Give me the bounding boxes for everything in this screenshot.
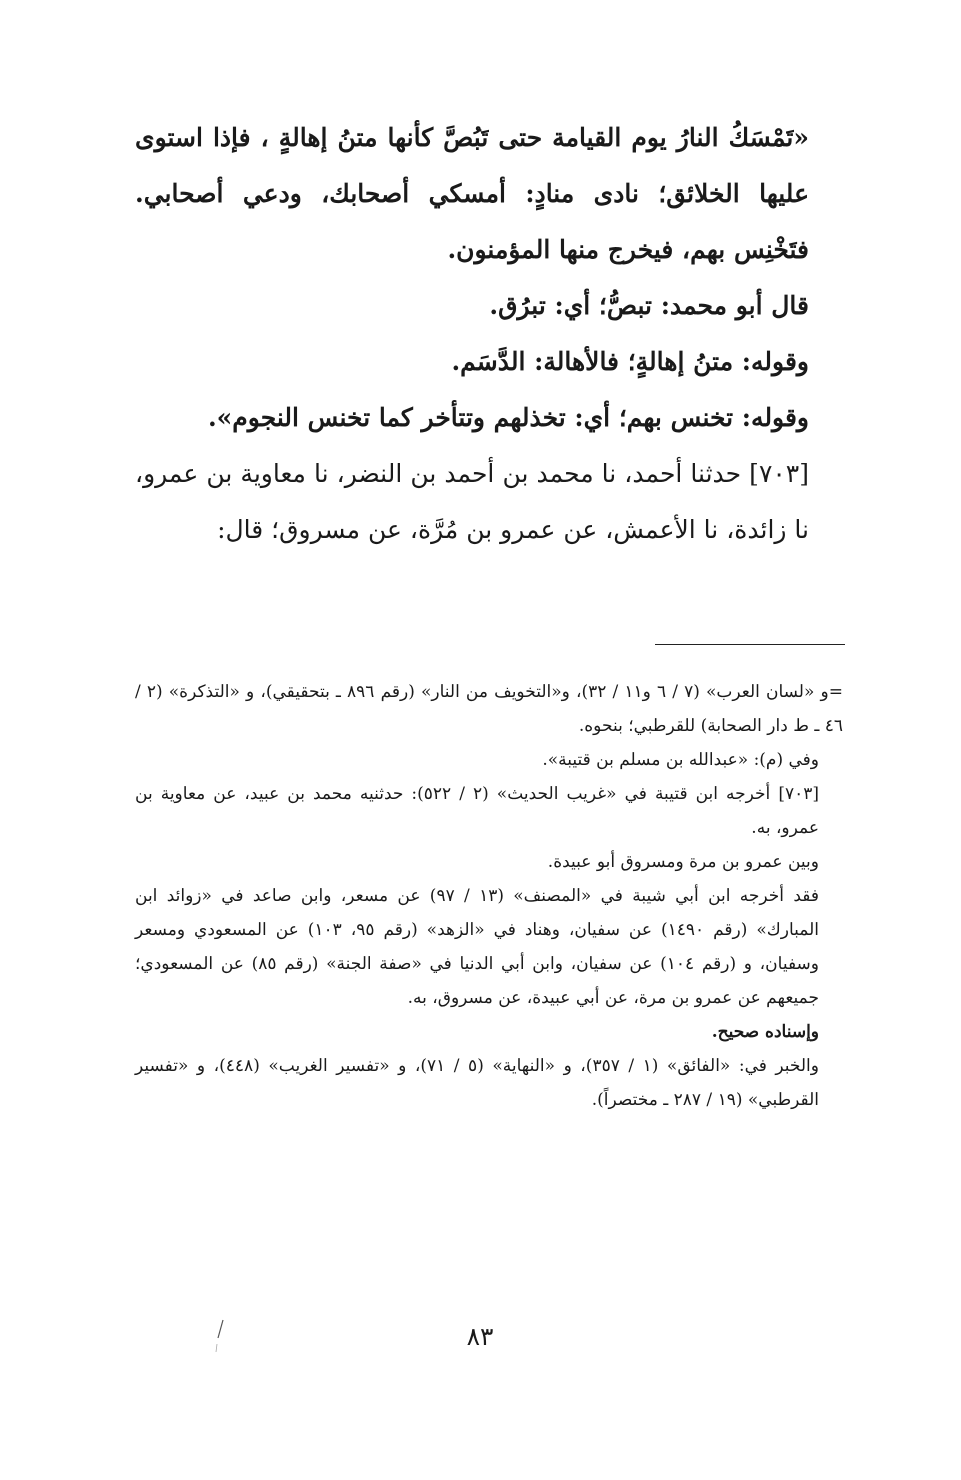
hadith-text-paragraph: «تَمْسَكُ النارُ يوم القيامة حتى تَبُصَّ كأنها متنُ إهالةٍ ، فإذا استوى عليها الخلائق؛ نادى منادٍ: أمسكي أصحابك، ودعي أصحابي. فتَخْنِس بهم، فيخرج منها المؤمنون. bbox=[135, 123, 809, 264]
explanation-ihala: وقوله: متنُ إهالةٍ؛ فالأهالة: الدَّسَم. bbox=[451, 347, 809, 376]
footnote-703-note: وبين عمرو بن مرة ومسروق أبو عبيدة. bbox=[547, 852, 819, 872]
footnotes bbox=[135, 675, 843, 1117]
explanation-tabuss: قال أبو محمد: تبصُّ؛ أي: تبرُق. bbox=[489, 291, 809, 320]
footnote-703-grading: وإسناده صحيح. bbox=[711, 1022, 819, 1042]
page-number: ٨٣ bbox=[466, 1322, 494, 1351]
footnote-703-sources: فقد أخرجه ابن أبي شيبة في «المصنف» (١٣ / ٩٧) عن مسعر، وابن صاعد في «زوائد ابن المبارك» (رقم ١٤٩٠) عن سفيان، وهناد في «الزهد» (رقم ٩٥، ١٠٣) عن المسعودي ومسعر وسفيان، و (رقم ١٠٤) عن سفيان، وابن أبي الدنيا في «صفة الجنة» (رقم ٨٥) عن المسعودي؛ جميعهم عن عمرو بن مرة، عن أبي عبيدة، عن مسروق، به. bbox=[135, 886, 820, 1008]
hadith-703-isnad: [٧٠٣] حدثنا أحمد، نا محمد بن أحمد بن النضر، نا معاوية بن عمرو، نا زائدة، نا الأعمش، عن عمرو بن مُرَّة، عن مسروق؛ قال: bbox=[135, 459, 809, 544]
footnote-703-references: والخبر في: «الفائق» (١ / ٣٥٧)، و «النهاية» (٥ / ٧١)، و «تفسير الغريب» (٤٤٨)، و «تفسير القرطبي» (١٩ / ٢٨٧ ـ مختصراً). bbox=[135, 1056, 819, 1110]
explanation-takhnis: وقوله: تخنس بهم؛ أي: تخذلهم وتتأخر كما تخنس النجوم». bbox=[207, 403, 809, 432]
footnote-divider bbox=[655, 644, 845, 645]
footnote-variant: وفي (م): «عبدالله بن مسلم بن قتيبة». bbox=[542, 750, 819, 770]
main-text bbox=[135, 110, 835, 558]
footnote-continuation: =و «لسان العرب» (٧ / ٦ و١١ / ٣٢)، و«التخويف من النار» (رقم ٨٩٦ ـ بتحقيقي)، و «التذكرة» (٢ / ٤٦ ـ ط دار الصحابة) للقرطبي؛ بنحوه. bbox=[135, 682, 843, 736]
stray-pen-mark bbox=[212, 1318, 226, 1354]
footnote-703-takhrij: [٧٠٣] أخرجه ابن قتيبة في «غريب الحديث» (٢ / ٥٢٢): حدثنيه محمد بن عبيد، عن معاوية بن عمرو، به. bbox=[135, 784, 819, 838]
